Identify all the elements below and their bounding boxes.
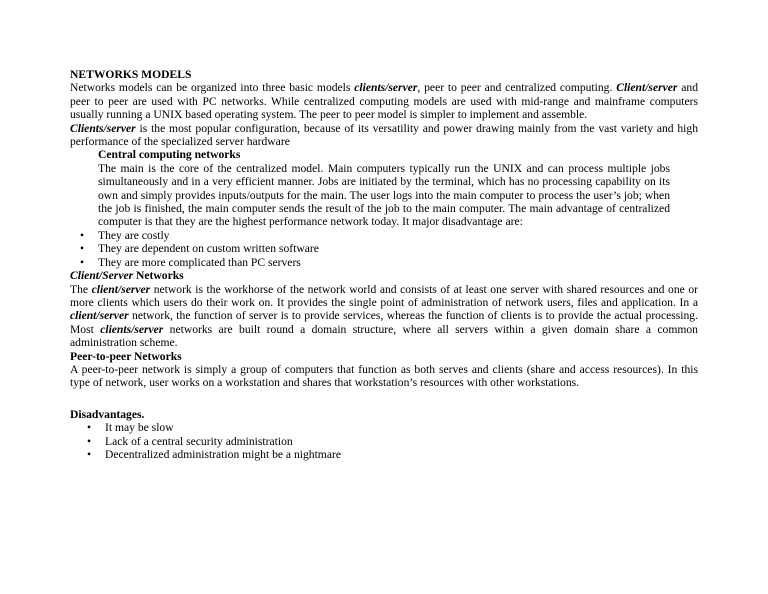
central-disadvantages-list bbox=[70, 229, 698, 269]
client-server-heading-rest: Networks bbox=[133, 269, 184, 283]
clients-server-text: is the most popular configuration, because of its versatility and power drawing mainly from the vast variety and high performance of the specialized server hardware bbox=[70, 121, 698, 149]
list-item: • It may be slow bbox=[70, 421, 698, 435]
clients-server-term: Clients/server bbox=[70, 121, 136, 135]
cs-term-1: client/server bbox=[91, 282, 151, 296]
list-item: • They are costly bbox=[70, 229, 698, 242]
list-item: • They are more complicated than PC servers bbox=[70, 256, 698, 269]
list-item: • Lack of a central security administration bbox=[70, 435, 698, 449]
cs-text-1: The bbox=[70, 282, 92, 296]
disadvantages-heading: Disadvantages. bbox=[70, 407, 145, 421]
section-spacer bbox=[70, 390, 698, 408]
intro-text-3: and peer to peer are used with PC networks. While centralized computing models are used with mid-range and mainframe computers usually running a UNIX based operating system. The peer to peer model is simpler to implement and assemble. bbox=[70, 81, 698, 122]
page-title: NETWORKS MODELS bbox=[70, 68, 192, 81]
central-computing-section bbox=[98, 148, 670, 228]
p2p-paragraph: A peer-to-peer network is simply a group of computers that function as both serves and clients (share and access resources). In this type of network, user works on a workstation and shares that workstation’s resources with other workstations. bbox=[70, 362, 698, 390]
central-computing-body: The main is the core of the centralized model. Main computers typically run the UNIX and can process multiple jobs simultaneously and in a very efficient manner. Jobs are initiated by the terminal, which has no processing capability on its own and simply provides inputs/outputs for the main. The user logs into the main computer to process the user’s job; when the job is finished, the main computer sends the result of the job to the main computer. The main advantage of centralized computer is that they are the highest performance network today. It major disadvantage are: bbox=[98, 161, 670, 229]
p2p-disadvantages-list bbox=[70, 421, 698, 462]
clients-server-paragraph bbox=[70, 122, 698, 149]
cs-text-3: network, the function of server is to provide services, whereas the function of clients is to provide the actual processing. Most bbox=[70, 309, 698, 336]
p2p-heading: Peer-to-peer Networks bbox=[70, 349, 182, 363]
document-page bbox=[70, 68, 698, 462]
client-server-paragraph bbox=[70, 283, 698, 350]
intro-paragraph bbox=[70, 81, 698, 121]
client-server-heading bbox=[70, 269, 698, 282]
cs-term-3: clients/server bbox=[100, 322, 164, 336]
cs-text-2: network is the workhorse of the network world and consists of at least one server with shared resources and one or more clients which users do their work on. It provides the single point of administration of network users, files and application. In a bbox=[70, 282, 698, 309]
cs-term-2: client/server bbox=[70, 309, 129, 323]
intro-text-1: Networks models can be organized into three basic models bbox=[70, 81, 355, 95]
list-item: • They are dependent on custom written software bbox=[70, 242, 698, 255]
intro-term-client-server: Client/server bbox=[616, 81, 678, 95]
intro-term-clients-server: clients/server bbox=[354, 81, 418, 95]
central-computing-heading: Central computing networks bbox=[98, 148, 241, 162]
client-server-heading-italic: Client/Server bbox=[70, 269, 134, 283]
cs-text-4: networks are built round a domain structure, where all servers within a given domain share a common administration scheme. bbox=[70, 322, 698, 350]
intro-text-2: , peer to peer and centralized computing. bbox=[417, 81, 617, 95]
list-item: • Decentralized administration might be a nightmare bbox=[70, 448, 698, 462]
